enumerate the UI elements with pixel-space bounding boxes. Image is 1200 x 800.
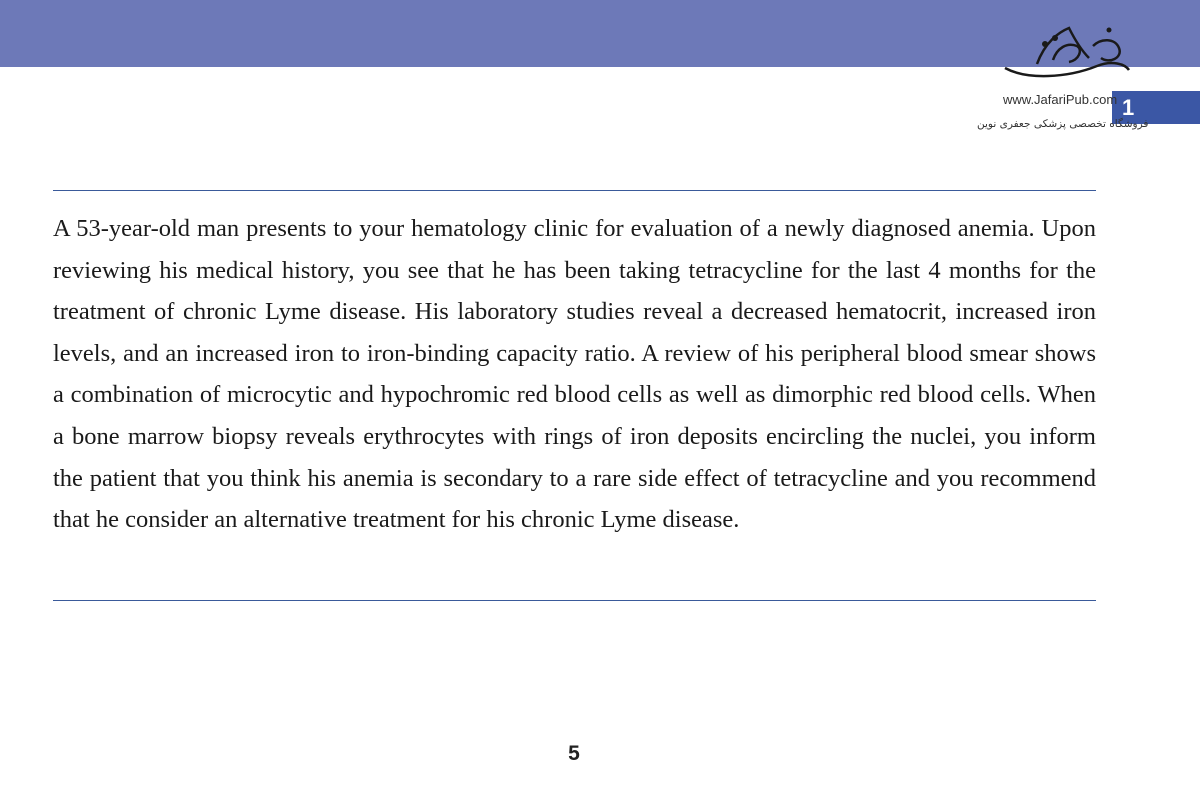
- bottom-divider: [53, 600, 1096, 601]
- chapter-number: 1: [1122, 95, 1135, 120]
- calligraphy-logo-icon: [997, 20, 1137, 90]
- case-vignette-text: A 53-year-old man presents to your hematology clinic for evaluation of a newly diagnosed anemia. Upon reviewing his medical history, you see that he has been taking tetracycline for the last 4 months for the treatment of chronic Lyme disease. His laboratory studies reveal a decreased hematocrit, increased iron levels, and an increased iron to iron-binding capacity ratio. A review of his peripheral blood smear shows a combination of microcytic and hypochromic red blood cells as well as dimorphic red blood cells. When a bone marrow biopsy reveals erythrocytes with rings of iron deposits encircling the nuclei, you inform the patient that you think his anemia is secondary to a rare side effect of tetracycline and you recommend that he consider an alternative treatment for his chronic Lyme disease.: [53, 215, 1096, 534]
- publisher-logo: [975, 20, 1165, 138]
- top-divider: [53, 190, 1096, 191]
- publisher-website: www.JafariPub.com: [1003, 92, 1118, 107]
- page-number: 5: [568, 742, 580, 765]
- publisher-tagline: فروشگاه تخصصی پزشکی جعفری نوین: [977, 118, 1149, 130]
